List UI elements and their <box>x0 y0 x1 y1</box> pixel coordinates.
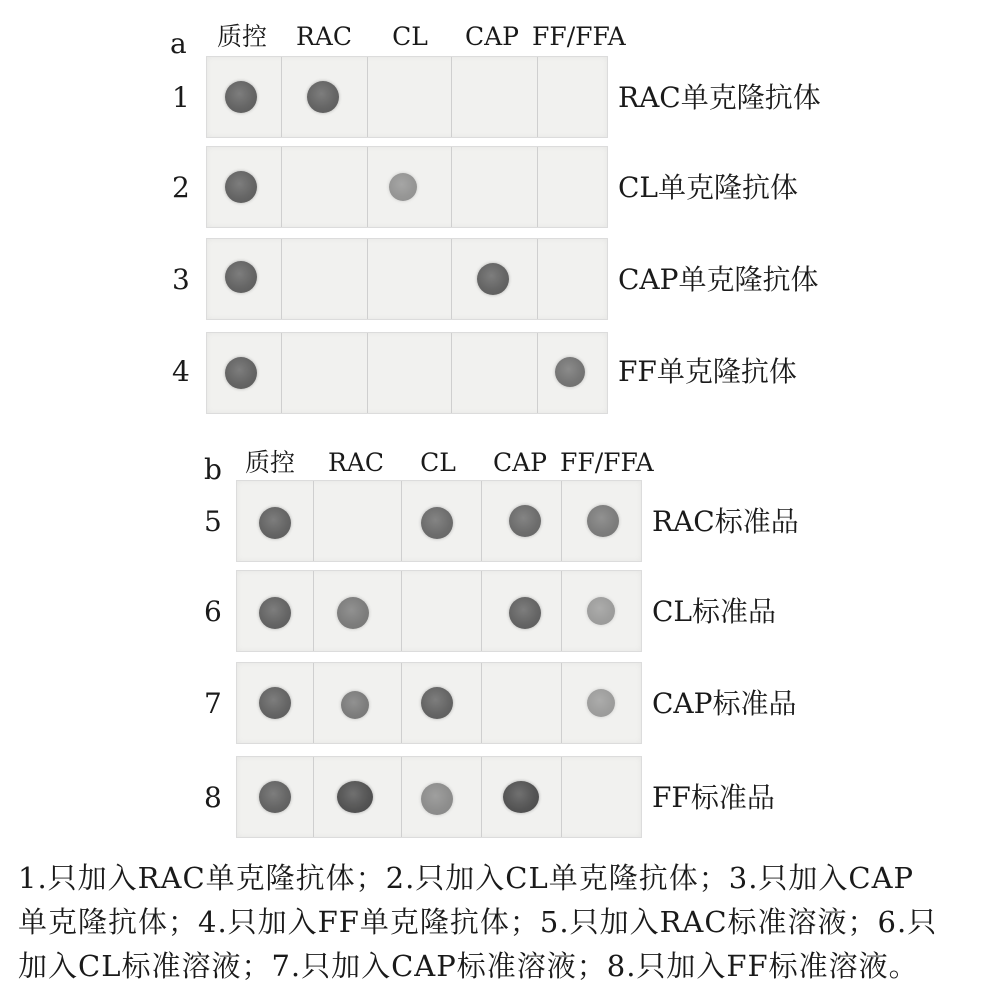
strip-divider <box>561 571 562 651</box>
spot <box>225 171 257 203</box>
panel-a-row-label: CL单克隆抗体 <box>618 171 799 204</box>
panel-b-strip-7 <box>236 662 642 744</box>
spot <box>225 81 257 113</box>
strip-divider <box>451 147 452 227</box>
panel-a-row-number: 1 <box>172 81 190 114</box>
caption-line: 单克隆抗体；4.只加入FF单克隆抗体；5.只加入RAC标准溶液；6.只 <box>18 905 938 939</box>
panel-a-strip-4 <box>206 332 608 414</box>
panel-b-row-number: 7 <box>204 687 222 720</box>
panel-b-row-label: CAP标准品 <box>652 687 797 720</box>
strip-divider <box>281 57 282 137</box>
strip-divider <box>451 57 452 137</box>
panel-b-strip-8 <box>236 756 642 838</box>
strip-divider <box>537 239 538 319</box>
spot <box>259 597 291 629</box>
spot <box>421 687 453 719</box>
panel-a-row-number: 4 <box>172 355 190 388</box>
panel-b-col-label: RAC <box>327 448 384 477</box>
spot <box>225 357 257 389</box>
panel-b-row-number: 8 <box>204 781 222 814</box>
strip-divider <box>313 663 314 743</box>
strip-divider <box>481 481 482 561</box>
spot <box>225 261 257 293</box>
panel-a-row-number: 3 <box>172 263 190 296</box>
strip-divider <box>401 757 402 837</box>
strip-divider <box>561 481 562 561</box>
panel-b-strip-6 <box>236 570 642 652</box>
caption-line: 1.只加入RAC单克隆抗体；2.只加入CL单克隆抗体；3.只加入CAP <box>18 861 915 895</box>
strip-divider <box>561 663 562 743</box>
spot <box>477 263 509 295</box>
strip-divider <box>367 147 368 227</box>
panel-b-col-label: 质控 <box>244 448 295 477</box>
strip-divider <box>451 333 452 413</box>
panel-a-strip-2 <box>206 146 608 228</box>
panel-b-row-number: 6 <box>204 595 222 628</box>
spot <box>421 507 453 539</box>
spot <box>587 597 615 625</box>
strip-divider <box>537 57 538 137</box>
panel-a-strip-3 <box>206 238 608 320</box>
strip-divider <box>313 757 314 837</box>
strip-divider <box>313 481 314 561</box>
strip-divider <box>367 239 368 319</box>
strip-divider <box>401 663 402 743</box>
strip-divider <box>281 239 282 319</box>
panel-a-strip-1 <box>206 56 608 138</box>
strip-divider <box>537 333 538 413</box>
strip-divider <box>561 757 562 837</box>
strip-divider <box>401 481 402 561</box>
panel-b-letter: b <box>204 453 222 486</box>
strip-divider <box>481 663 482 743</box>
panel-b-row-label: RAC标准品 <box>652 505 799 538</box>
spot <box>509 597 541 629</box>
strip-divider <box>367 57 368 137</box>
strip-divider <box>481 757 482 837</box>
panel-b-strip-5 <box>236 480 642 562</box>
panel-b-row-number: 5 <box>204 505 222 538</box>
panel-a-col-label: FF/FFA <box>532 22 626 51</box>
strip-divider <box>401 571 402 651</box>
spot <box>389 173 417 201</box>
spot <box>503 781 539 813</box>
caption-line: 加入CL标准溶液；7.只加入CAP标准溶液；8.只加入FF标准溶液。 <box>18 949 919 983</box>
strip-divider <box>281 147 282 227</box>
panel-b-col-label: FF/FFA <box>560 448 654 477</box>
panel-a-row-label: FF单克隆抗体 <box>618 355 797 388</box>
panel-a-letter: a <box>170 27 187 60</box>
panel-b-col-label: CL <box>420 448 456 477</box>
panel-b-row-label: FF标准品 <box>652 781 775 814</box>
spot <box>259 687 291 719</box>
strip-divider <box>537 147 538 227</box>
spot <box>337 597 369 629</box>
spot <box>337 781 373 813</box>
spot <box>555 357 585 387</box>
panel-b-col-label: CAP <box>492 448 547 477</box>
strip-divider <box>451 239 452 319</box>
strip-divider <box>367 333 368 413</box>
spot <box>421 783 453 815</box>
panel-a-col-label: 质控 <box>216 22 267 51</box>
spot <box>587 505 619 537</box>
panel-a-col-label: CAP <box>464 22 519 51</box>
panel-a-row-number: 2 <box>172 171 190 204</box>
panel-a-col-label: RAC <box>295 22 352 51</box>
panel-b-row-label: CL标准品 <box>652 595 777 628</box>
strip-divider <box>313 571 314 651</box>
spot <box>509 505 541 537</box>
spot <box>259 781 291 813</box>
panel-a-row-label: RAC单克隆抗体 <box>618 81 821 114</box>
strip-divider <box>481 571 482 651</box>
spot <box>259 507 291 539</box>
spot <box>307 81 339 113</box>
panel-a-row-label: CAP单克隆抗体 <box>618 263 819 296</box>
spot <box>587 689 615 717</box>
strip-divider <box>281 333 282 413</box>
panel-a-col-label: CL <box>392 22 428 51</box>
spot <box>341 691 369 719</box>
figure-caption <box>18 856 983 988</box>
